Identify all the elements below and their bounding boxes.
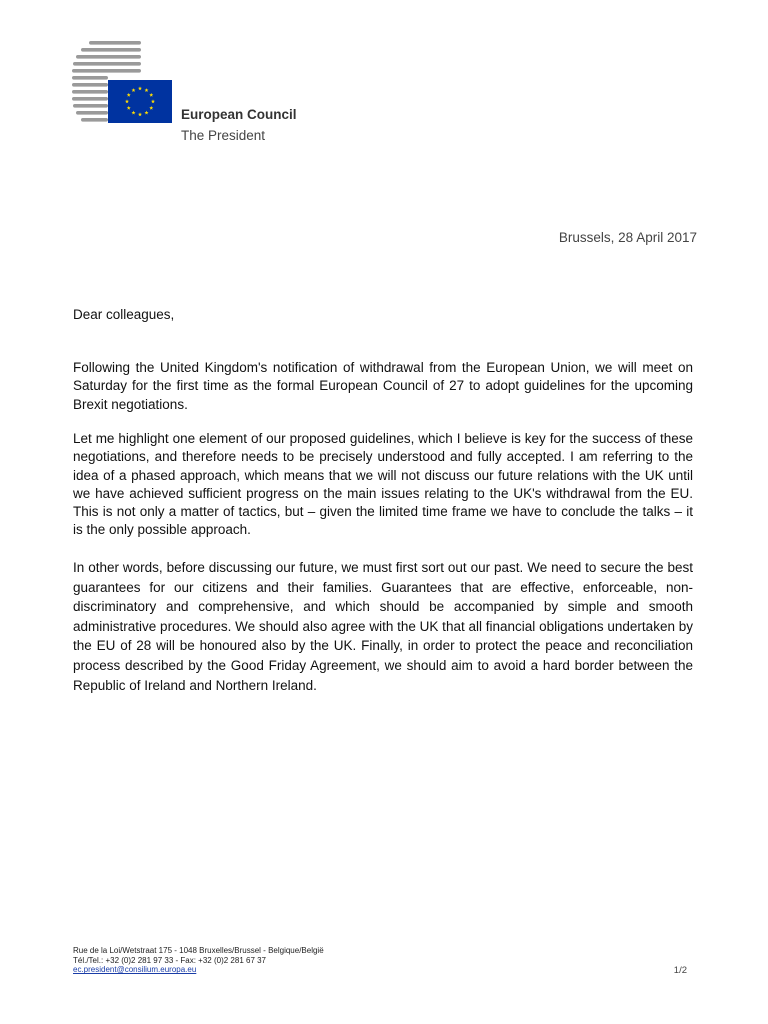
european-council-logo (72, 40, 174, 124)
paragraph-1: Following the United Kingdom's notification of withdrawal from the European Union, we will meet on Saturday for the first time as the formal European Council of 27 to adopt guidelines for the upcoming Brexit negotiations. (73, 360, 693, 412)
footer-address: Rue de la Loi/Wetstraat 175 - 1048 Bruxelles/Brussel - Belgique/België (73, 946, 324, 955)
paragraph-3: In other words, before discussing our future, we must first sort out our past. We need to secure the best guarantees for our citizens and their families. Guarantees that are effective, enforceable, non-discriminatory and comprehensive, and which should be accompanied by simple and smooth administrative procedures. We should also agree with the UK that all financial obligations undertaken by the EU of 28 will be honoured also by the UK. Finally, in order to protect the peace and reconciliation process described by the Good Friday Agreement, we should aim to avoid a hard border between the Republic of Ireland and Northern Ireland. (73, 560, 693, 693)
paragraph-2: Let me highlight one element of our proposed guidelines, which I believe is key for the success of these negotiations, and therefore needs to be precisely understood and fully accepted. I am referring to the idea of a phased approach, which means that we will not discuss our future relations with the UK until we have achieved sufficient progress on the main issues relating to the UK's withdrawal from the EU. This is not only a matter of tactics, but – given the limited time frame we have to conclude the talks – it is the only possible approach. (73, 431, 693, 538)
footer-phone: Tél./Tel.: +32 (0)2 281 97 33 - Fax: +32 (0)2 281 67 37 (73, 955, 267, 965)
letter-date: Brussels, 28 April 2017 (558, 230, 697, 245)
salutation: Dear colleagues, (73, 307, 175, 322)
organization-name: European Council (181, 107, 297, 122)
page-number: 1/2 (673, 965, 687, 976)
office-title: The President (181, 128, 266, 143)
eu-flag-icon (108, 80, 172, 123)
footer (73, 946, 324, 975)
footer-email-link[interactable]: ec.president@consilium.europa.eu (73, 965, 197, 975)
european-council-building-emblem-icon (72, 40, 174, 124)
